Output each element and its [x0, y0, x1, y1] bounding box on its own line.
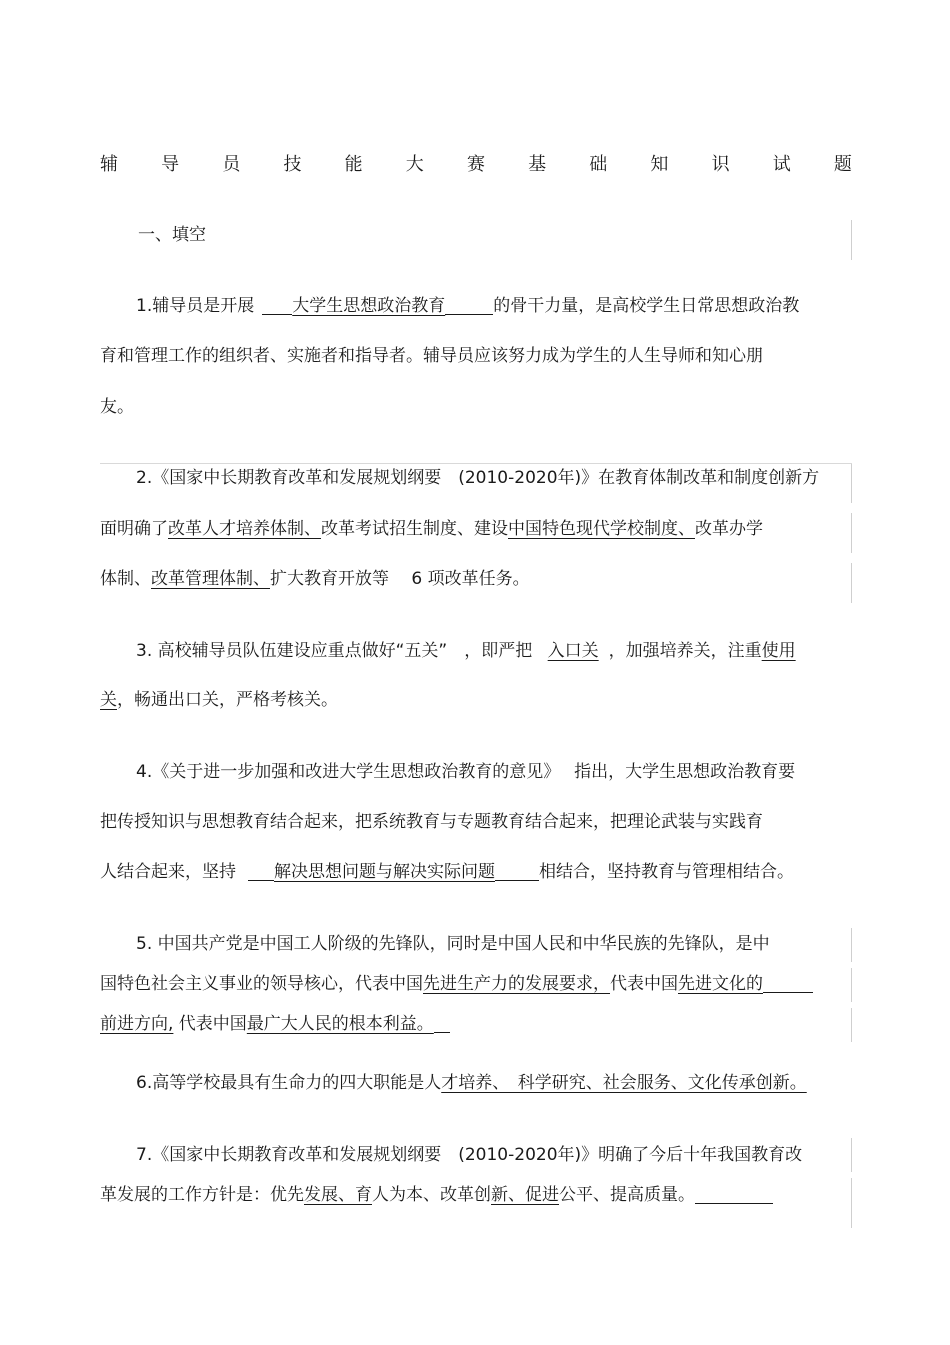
question-6-answer: 才培养、 科学研究、社会服务、文化传承创新。 [441, 1073, 807, 1093]
scan-artifact-line [851, 1178, 852, 1228]
answer-blank [763, 974, 813, 993]
question-7-line-2 [100, 1183, 773, 1207]
question-3-line-2 [100, 688, 338, 712]
question-6-line-1 [136, 1071, 807, 1095]
title-char: 础 [589, 154, 608, 175]
answer-blank [248, 862, 274, 881]
title-char: 题 [833, 154, 852, 175]
text: 面明确了 [100, 519, 168, 539]
answer-underlined: 先进生产力的发展要求， [423, 974, 610, 994]
scan-artifact-line [851, 220, 852, 260]
title-char: 技 [283, 154, 302, 175]
answer-underlined: 改革人才培养体制、 [168, 519, 321, 539]
scan-artifact-line [851, 463, 852, 503]
text: ，畅通出口关，严格考核关。 [117, 690, 338, 710]
title-char: 能 [344, 154, 363, 175]
answer-blank [445, 296, 493, 315]
title-char: 知 [650, 154, 669, 175]
question-2-line-1: 2.《国家中长期教育改革和发展规划纲要 (2010-2020年)》在教育体制改革和制度创新方 [136, 468, 820, 488]
question-3-answer-1: 入口关 [547, 641, 599, 661]
question-5-line-2 [100, 972, 813, 996]
text: 代表中国 [173, 1014, 247, 1034]
question-1-line-3: 友。 [100, 397, 134, 417]
answer-blank [434, 1014, 450, 1033]
title-char: 导 [161, 154, 180, 175]
question-1-suffix: 的骨干力量，是高校学生日常思想政治教 [493, 296, 800, 316]
title-char: 辅 [100, 154, 118, 175]
question-4-line-3 [100, 860, 794, 884]
scan-artifact-line [851, 928, 852, 962]
title-char: 赛 [466, 154, 485, 175]
text: 相结合，坚持教育与管理相结合。 [539, 862, 794, 882]
text: 人结合起来，坚持 [100, 862, 236, 882]
answer-underlined: 发展、育 [304, 1185, 372, 1205]
answer-underlined: 前进方向, [100, 1014, 174, 1034]
scan-artifact-line [100, 463, 852, 464]
section-heading: 一、填空 [138, 225, 206, 245]
question-1-line-1 [136, 294, 799, 318]
page-title [100, 150, 852, 176]
scan-artifact-line [851, 1138, 852, 1172]
question-2-line-3 [100, 567, 530, 591]
question-5-line-1: 5. 中国共产党是中国工人阶级的先锋队，同时是中国人民和中华民族的先锋队，是中 [136, 934, 770, 954]
title-char: 试 [772, 154, 791, 175]
scan-artifact-line [851, 968, 852, 1002]
question-1-prefix: 1.辅导员是开展 [136, 296, 255, 316]
question-3-line-1 [136, 639, 796, 663]
question-1-line-2: 育和管理工作的组织者、实施者和指导者。辅导员应该努力成为学生的人生导师和知心朋 [100, 346, 763, 366]
text: 公平、提高质量。 [559, 1185, 695, 1205]
text: 改革办学 [695, 519, 763, 539]
text: ，加强培养关，注重 [608, 641, 762, 661]
text: 代表中国 [610, 974, 678, 994]
question-3-answer-2-cont: 关 [100, 690, 117, 710]
text: 国特色社会主义事业的领导核心，代表中国 [100, 974, 423, 994]
title-char: 大 [405, 154, 424, 175]
answer-blank [495, 862, 539, 881]
title-char: 识 [711, 154, 730, 175]
question-4-line-2: 把传授知识与思想教育结合起来，把系统教育与专题教育结合起来，把理论武装与实践育 [100, 812, 763, 832]
answer-blank [695, 1185, 773, 1204]
question-2-line-2 [100, 517, 763, 541]
text: 体制、 [100, 569, 151, 589]
question-4-line-1: 4.《关于进一步加强和改进大学生思想政治教育的意见》 指出，大学生思想政治教育要 [136, 762, 796, 782]
question-4-answer: 解决思想问题与解决实际问题 [274, 862, 495, 882]
answer-underlined: 先进文化的 [678, 974, 763, 994]
answer-underlined: 最广大人民的根本利益。 [246, 1014, 434, 1034]
text: 3. 高校辅导员队伍建设应重点做好“五关” ，即严把 [136, 641, 533, 661]
scan-artifact-line [851, 513, 852, 553]
question-7-line-1: 7.《国家中长期教育改革和发展规划纲要 (2010-2020年)》明确了今后十年我国教育改 [136, 1145, 803, 1165]
answer-underlined: 改革管理体制、 [151, 569, 270, 589]
text: 人为本、改革创 [372, 1185, 491, 1205]
question-5-line-3 [100, 1012, 450, 1036]
text: 改革考试招生制度、建设 [321, 519, 508, 539]
title-char: 基 [528, 154, 547, 175]
scan-artifact-line [851, 1008, 852, 1042]
title-char: 员 [222, 154, 241, 175]
question-3-answer-2: 使用 [761, 641, 796, 661]
text: 6.高等学校最具有生命力的四大职能是人 [136, 1073, 442, 1093]
answer-underlined: 中国特色现代学校制度、 [508, 519, 695, 539]
answer-underlined: 新、促进 [491, 1185, 559, 1205]
question-1-answer: 大学生思想政治教育 [292, 296, 446, 316]
text: 扩大教育开放等 6 项改革任务。 [270, 569, 530, 589]
answer-blank [262, 296, 292, 315]
scan-artifact-line [851, 563, 852, 603]
text: 革发展的工作方针是：优先 [100, 1185, 304, 1205]
